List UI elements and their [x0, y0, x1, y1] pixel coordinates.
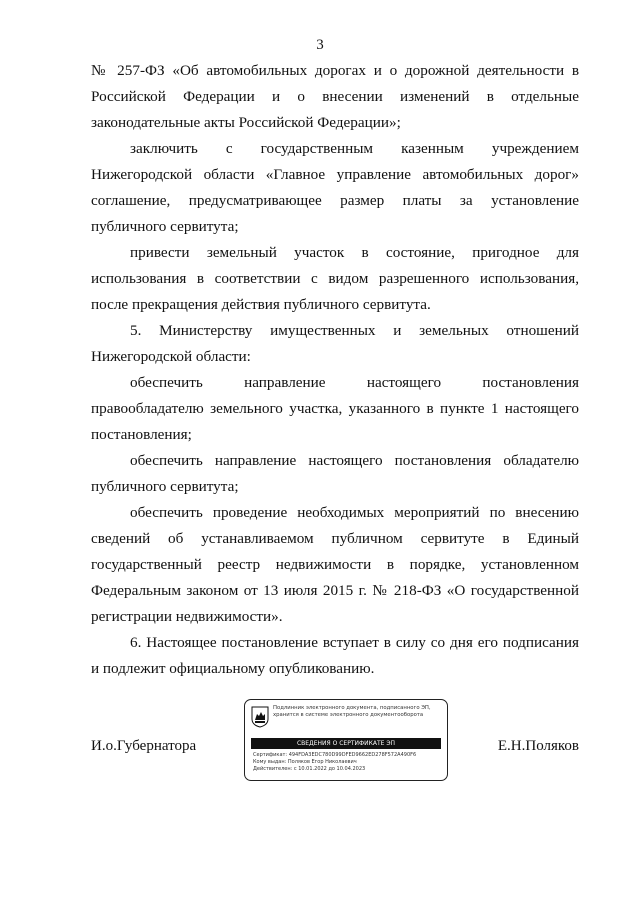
coat-of-arms-icon: [251, 706, 269, 728]
paragraph: обеспечить проведение необходимых мероприятий по внесению сведений об устанавливаемом публичном сервитуте в Единый государственный реестр недвижимости в порядке, установленном Федеральным законом от 13 июля 2015 г. № 218-ФЗ «О государственной регистрации недвижимости».: [91, 504, 579, 625]
paragraph: обеспечить направление настоящего постановления правообладателю земельного участка, указанного в пункте 1 настоящего постановления;: [91, 374, 579, 443]
electronic-signature-stamp: [244, 699, 448, 781]
paragraph: заключить с государственным казенным учреждением Нижегородской области «Главное управление автомобильных дорог» соглашение, предусматривающее размер платы за установление публичного сервитута;: [91, 140, 579, 235]
paragraph: привести земельный участок в состояние, пригодное для использования в соответствии с видом разрешенного использования, после прекращения действия публичного сервитута.: [91, 244, 579, 313]
certificate-number: Сертификат: 494FDA3EDC780D99DFED9662ED278F572A490F6: [253, 752, 417, 758]
signer-name: Е.Н.Поляков: [497, 738, 579, 754]
paragraph: № 257-ФЗ «Об автомобильных дорогах и о дорожной деятельности в Российской Федерации и о внесении изменений в отдельные законодательные акты Российской Федерации»;: [91, 62, 579, 131]
paragraph: 6. Настоящее постановление вступает в силу со дня его подписания и подлежит официальному опубликованию.: [91, 634, 579, 677]
certificate-details: [253, 752, 443, 773]
certificate-validity: Действителен: с 10.01.2022 до 10.04.2023: [253, 766, 366, 772]
paragraph: обеспечить направление настоящего постановления обладателю публичного сервитута;: [91, 452, 579, 495]
page-number: 3: [316, 37, 324, 53]
certificate-info-bar: СВЕДЕНИЯ О СЕРТИФИКАТЕ ЭП: [251, 738, 441, 749]
document-body: [91, 58, 579, 682]
signer-title: И.о.Губернатора: [91, 738, 197, 754]
paragraph: 5. Министерству имущественных и земельных отношений Нижегородской области:: [91, 322, 579, 365]
certificate-owner: Кому выдан: Поляков Егор Николаевич: [253, 759, 357, 765]
stamp-header: Подлинник электронного документа, подписанного ЭП, хранится в системе электронного документооборота: [273, 705, 431, 718]
